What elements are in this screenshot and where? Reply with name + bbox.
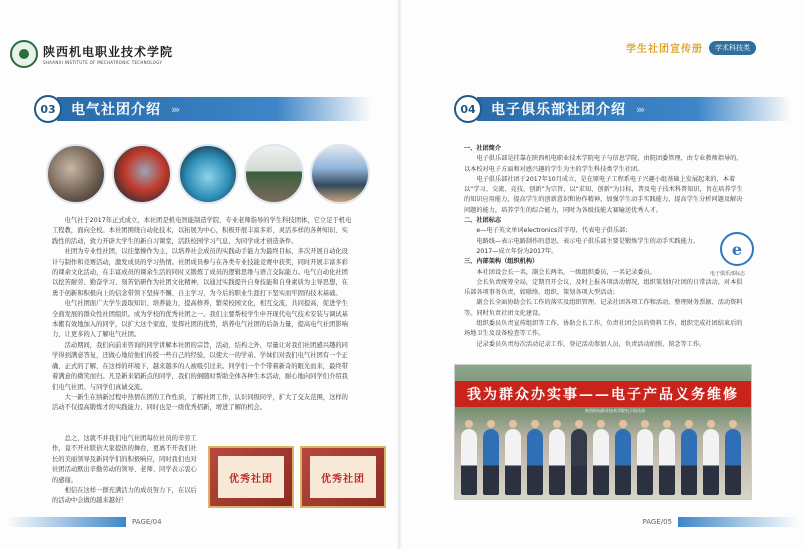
paragraph: 本社团设会长一名，副会长两名，一级组织委员，一名记录委员。 xyxy=(476,268,656,276)
person-head xyxy=(553,420,561,428)
paragraph: 社团为专业性社团，以挂靠操作为主，以培养社会成员的实践动手能力为最终目标，多次开展自动化设计与制作和竞赛活动，激发成员的学习热情。社团成员参与在各类专业技能竞赛中获奖，同时开展丰富多彩的课余文化活动，在丰富成员的课余生活的同时又锻炼了成员的逻辑思维与语言交际能力。电气自动化社团以挖苦耐劳、勤奋学习、刻苦钻研作为社团文化精神，以通过实践提升自身技能和自身素质为主导思想，在勇于创新和积极向上的信念带领下坚持不懈、自主学习，为今后的职业生涯打下坚实而牢固的技术基础。 xyxy=(52,248,348,297)
person-head xyxy=(685,420,693,428)
person-figure xyxy=(637,429,653,495)
subheading: 二、社团标志 xyxy=(464,217,502,225)
paragraph: 电气社团面广大学生汲取知识、培养能力，提高修养，繁荣校园文化，相互交流，共同提高，促进学生全面发展的群众性社团组织。成为学校的优秀社团之一。我们主要帮校学生申开现代电气技术安装与调试基本搬有效地加入的同学，以扩大这个家庭，发挥社团的优势，培养电气社团的后备力量，提高电气社团影响力，让更多的人了解电气社团。 xyxy=(52,300,348,339)
photo-banner xyxy=(455,381,751,407)
group-photo xyxy=(454,364,752,500)
activity-photo xyxy=(310,144,370,204)
section-header-03 xyxy=(34,96,371,122)
person-figure xyxy=(593,429,609,495)
club-emblem-icon: e xyxy=(720,232,754,266)
person-figure xyxy=(725,429,741,495)
person-head xyxy=(487,420,495,428)
school-name-en: SHAANXI INSTITUTE OF MECHATRONIC TECHNOLOGY xyxy=(43,60,163,65)
activity-photo-row xyxy=(46,144,370,204)
school-name-cn: 陕西机电职业技术学院 xyxy=(43,45,174,59)
person-head xyxy=(597,420,605,428)
person-figure xyxy=(659,429,675,495)
person-head xyxy=(707,420,715,428)
award-title: 优秀社团 xyxy=(321,473,365,485)
paragraph: e—电子英文单词electronics首字母，代表电子俱乐部； xyxy=(476,227,632,235)
subheading: 一、社团简介 xyxy=(464,145,502,152)
paragraph: 大一新生在纳新过程中热情在团的工作性质，了解社团工作，认识同级同学，扩大了交友范围，这样的活动不仅提高锻炼才的实践能力，同时也是一级优秀招新，增进了解的机会。 xyxy=(52,393,348,412)
person-head xyxy=(531,420,539,428)
section-number: 03 xyxy=(34,95,62,123)
person-figure xyxy=(505,429,521,495)
section-number: 04 xyxy=(454,95,482,123)
person-head xyxy=(575,420,583,428)
section-title: 电气社团介绍 xyxy=(71,102,161,118)
section-header-04 xyxy=(454,96,791,122)
paragraph: 会长负责统筹全局，定期召开会议，及时上报各项活动情况，组织策划好社团的日常活动，对本俱乐部各项事务负责，如联络、组织、策划各项大型活动； xyxy=(464,278,743,297)
activity-photo xyxy=(46,144,106,204)
brochure-brand xyxy=(626,40,756,55)
banner-subtext: 陕西机电职业技术学院电子俱乐部 xyxy=(585,408,645,413)
person-figure xyxy=(549,429,565,495)
person-head xyxy=(641,420,649,428)
person-head xyxy=(663,420,671,428)
right-body-text xyxy=(464,144,744,350)
person-figure xyxy=(483,429,499,495)
paragraph: 副会长全面协助会长工作的落实及组织管理、记录社团各项工作和活动、整理财务票据、活动资料等。同时负责社团文化建设。 xyxy=(464,299,743,317)
activity-photo xyxy=(112,144,172,204)
brochure-title: 学生社团宣传册 xyxy=(626,44,703,55)
paragraph: 组织委员负责宣传组织等工作，协助会长工作，负责社团会员的资料工作，组织完成社团结束后的场地卫生及设备检查等工作。 xyxy=(464,320,743,338)
paragraph: 记录委员负责每次活动记录工作，登记活动参加人员，负责活动拍照、留念等工作。 xyxy=(476,340,706,348)
award-certificates xyxy=(208,446,386,508)
award-certificate xyxy=(300,446,386,508)
left-footer xyxy=(0,515,162,529)
footer-decoration xyxy=(678,517,798,527)
paragraph: 2017—成立年份为2017年。 xyxy=(476,247,558,255)
right-footer xyxy=(642,515,804,529)
page-number: PAGE/04 xyxy=(132,518,162,526)
section-title-bar xyxy=(57,97,371,121)
school-logo xyxy=(10,40,173,68)
activity-photo xyxy=(244,144,304,204)
person-figure xyxy=(461,429,477,495)
paragraph: 相信在这样一群充满活力的成员努力下，在以后的活动中会做的越来越好！ xyxy=(52,487,197,505)
person-figure xyxy=(571,429,587,495)
paragraph: 总之，这就不并我们电气社团每位社员的辛劳工作，竟不开社联倍大家提供的舞台，更离不开我们社长的美丽领导及新同学们的积极响应，同时我们也对社团活动默出辛勤劳动的领导、老师、同学表示衷心的感谢。 xyxy=(52,435,197,484)
section-title: 电子俱乐部社团介绍 xyxy=(491,102,626,118)
chevron-decoration-icon: ››› xyxy=(636,102,644,116)
chevron-decoration-icon: ››› xyxy=(171,102,179,116)
person-figure xyxy=(615,429,631,495)
person-figure xyxy=(681,429,697,495)
emblem-caption: 电子俱乐部标志 xyxy=(710,271,746,277)
person-figure xyxy=(527,429,543,495)
paragraph: 电路线—表示电路制作的意思，表示电子俱乐部主要是锻炼学生的动手实践能力。 xyxy=(476,237,700,245)
activity-photo xyxy=(178,144,238,204)
paragraph: 电子俱乐部是挂靠在陕西机电职业技术学院电子与信息学院，由院团委管理，由专业教师指导的，以本校对电子方面和对感兴趣的学生为主的学生科技类学生社团。 xyxy=(464,155,743,173)
category-badge: 学术科技类 xyxy=(709,41,756,55)
paragraph: 电气社于2017年正式成立，本社团是机电智能制造学院、专业老师指导的学生科技团体，它立足于机电工程教，面向全校。本社团围绕自动化技术，以拓展为中心，积极开展丰富多彩、灵活多样的各种知识、实践性的活动，致力开辟大学生的新自习课堂，活跃校园学习气息，为同学成才创造条件。 xyxy=(52,217,352,245)
person-figure xyxy=(703,429,719,495)
footer-decoration xyxy=(6,517,126,527)
paragraph: 活动期间，我们向前来咨询的同学讲解本社团的宗旨，活动、结构之外，尽量让对我们社团感兴趣的同学得到满意答复，还做心地给他们传授一些自己的经验，以使大一的学弟、学妹们对我们电气社团有一个正确、正式的了解，在这样的环境下，越来越多的人被吸引过来。同学们一个个带着新奇的眼光而来，最终带着满意的微笑而归。凡是新来销新点的同学，我们的倒随时帮助全体各种生本活动，耐心地向同学们介绍我们电气社团。与同学们真诚交流。 xyxy=(52,341,348,391)
right-page xyxy=(402,0,804,549)
award-certificate xyxy=(208,446,294,508)
banner-text: 我为群众办实事——电子产品义务维修 xyxy=(467,387,739,403)
left-body-text xyxy=(52,216,354,414)
school-seal-icon xyxy=(10,40,38,68)
person-head xyxy=(509,420,517,428)
person-head xyxy=(729,420,737,428)
person-head xyxy=(465,420,473,428)
paragraph: 电子俱乐部社团于2017年10月成立，是在原电子工程系电子兴趣小组基础上发展起来的，本着以“学习、交流、竞技、创新”为宗旨，以“求知、创新”为目标，普及电子技术科普知识，旨在培养学生的知识应用能力，提高学生的创新意识和协作精神，加强学生动手实践能力，提高学生分析问题及解决问题的能力，培养学生的综合能力，同时为各级技能大赛输送优秀人才。 xyxy=(464,175,743,214)
left-body-text-end xyxy=(52,434,202,507)
section-title-bar xyxy=(477,97,791,121)
person-head xyxy=(619,420,627,428)
page-number: PAGE/05 xyxy=(642,518,672,526)
subheading: 三、内部架构（组织机构） xyxy=(464,258,539,266)
award-title: 优秀社团 xyxy=(229,473,273,485)
